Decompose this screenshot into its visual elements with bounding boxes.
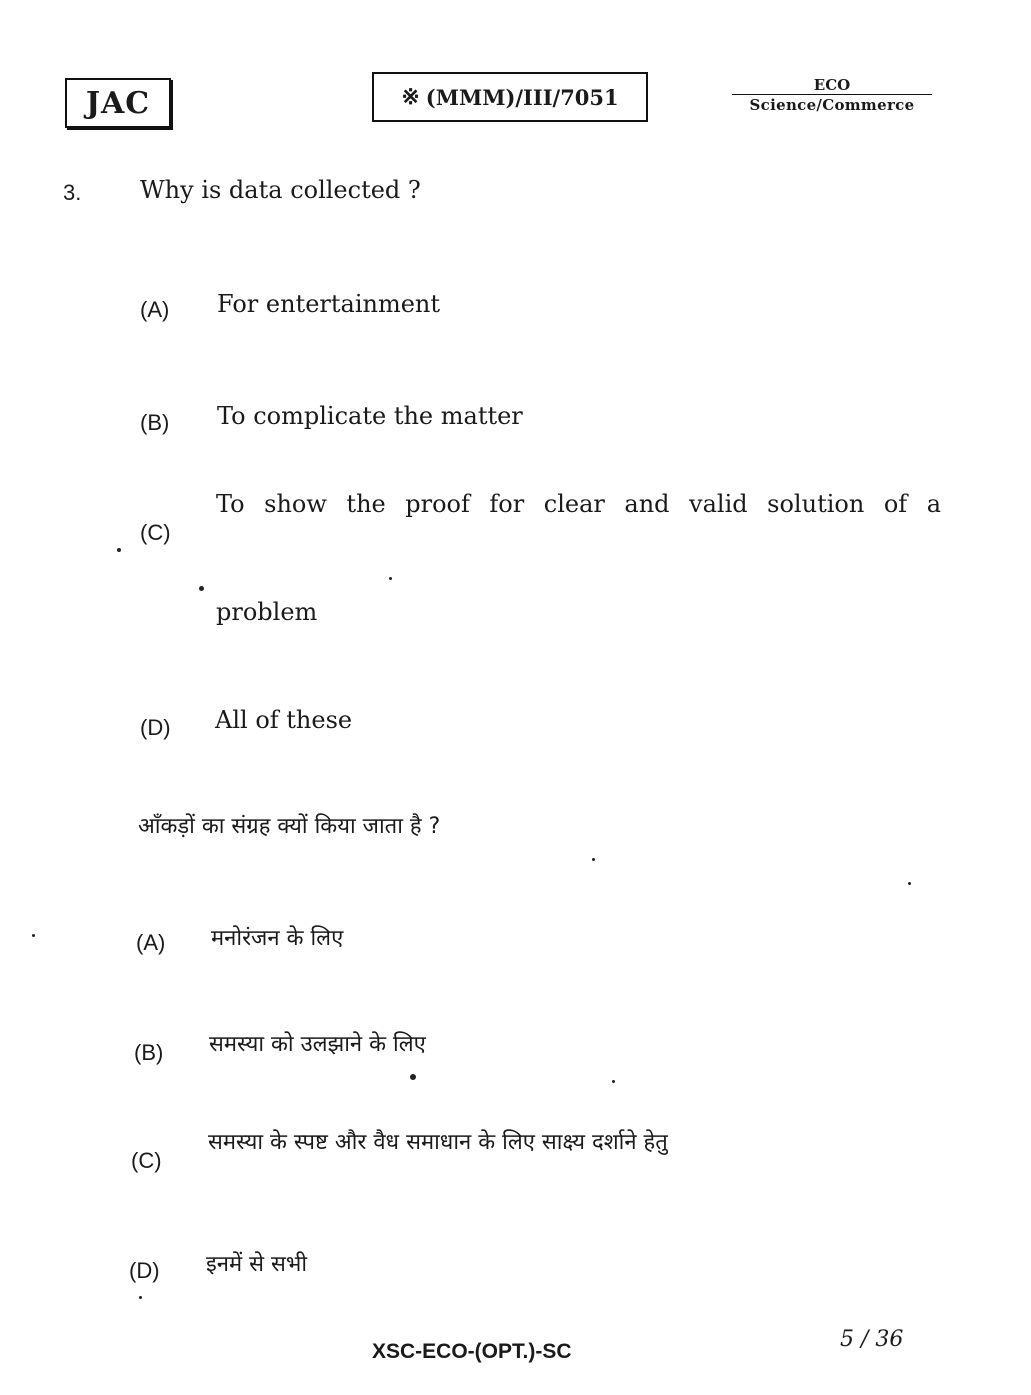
- option-label-c-hi: (C): [131, 1148, 162, 1173]
- option-label-d-hi: (D): [129, 1258, 160, 1283]
- subject-block: [732, 76, 932, 115]
- scan-speck: [199, 586, 204, 591]
- question-text-en: Why is data collected ?: [140, 176, 421, 204]
- option-text-c-hi: समस्या के स्पष्ट और वैध समाधान के लिए साक्ष्य दर्शाने हेतु: [208, 1130, 668, 1155]
- subject-short: ECO: [732, 76, 932, 95]
- question-text-hi: आँकड़ों का संग्रह क्यों किया जाता है ?: [138, 814, 441, 839]
- scan-speck: [139, 1296, 142, 1299]
- option-label-b-hi: (B): [134, 1040, 164, 1065]
- option-label-b-en: (B): [140, 410, 170, 435]
- option-text-d-en: All of these: [215, 706, 353, 734]
- option-label-a-en: (A): [140, 297, 170, 322]
- footer-paper-id: XSC-ECO-(OPT.)-SC: [372, 1340, 572, 1363]
- option-label-a-hi: (A): [136, 930, 166, 955]
- option-text-d-hi: इनमें से सभी: [206, 1252, 308, 1277]
- scan-speck: [410, 1074, 416, 1080]
- scan-speck: [592, 858, 595, 861]
- option-text-b-en: To complicate the matter: [217, 402, 523, 430]
- paper-code-box: [372, 72, 648, 122]
- option-text-a-hi: मनोरंजन के लिए: [211, 926, 344, 951]
- scan-speck: [32, 934, 35, 937]
- option-label-c-en: (C): [140, 520, 171, 545]
- question-number: 3.: [63, 180, 82, 205]
- scan-speck: [117, 548, 121, 552]
- paper-code-mark-icon: ※: [401, 84, 420, 110]
- option-text-c-en-line1: To show the proof for clear and valid solution of a: [216, 490, 941, 518]
- option-text-b-hi: समस्या को उलझाने के लिए: [209, 1032, 426, 1057]
- option-text-c-en-line2: problem: [216, 598, 318, 626]
- paper-code: (MMM)/III/7051: [425, 84, 619, 110]
- scan-speck: [908, 882, 911, 885]
- board-label: JAC: [85, 85, 151, 121]
- board-label-box: [65, 78, 171, 128]
- option-label-d-en: (D): [140, 715, 171, 740]
- option-text-a-en: For entertainment: [217, 290, 441, 318]
- subject-stream: Science/Commerce: [749, 96, 915, 114]
- scan-speck: [612, 1080, 615, 1083]
- footer-page-number: 5 / 36: [840, 1327, 904, 1352]
- scan-speck: [389, 577, 392, 580]
